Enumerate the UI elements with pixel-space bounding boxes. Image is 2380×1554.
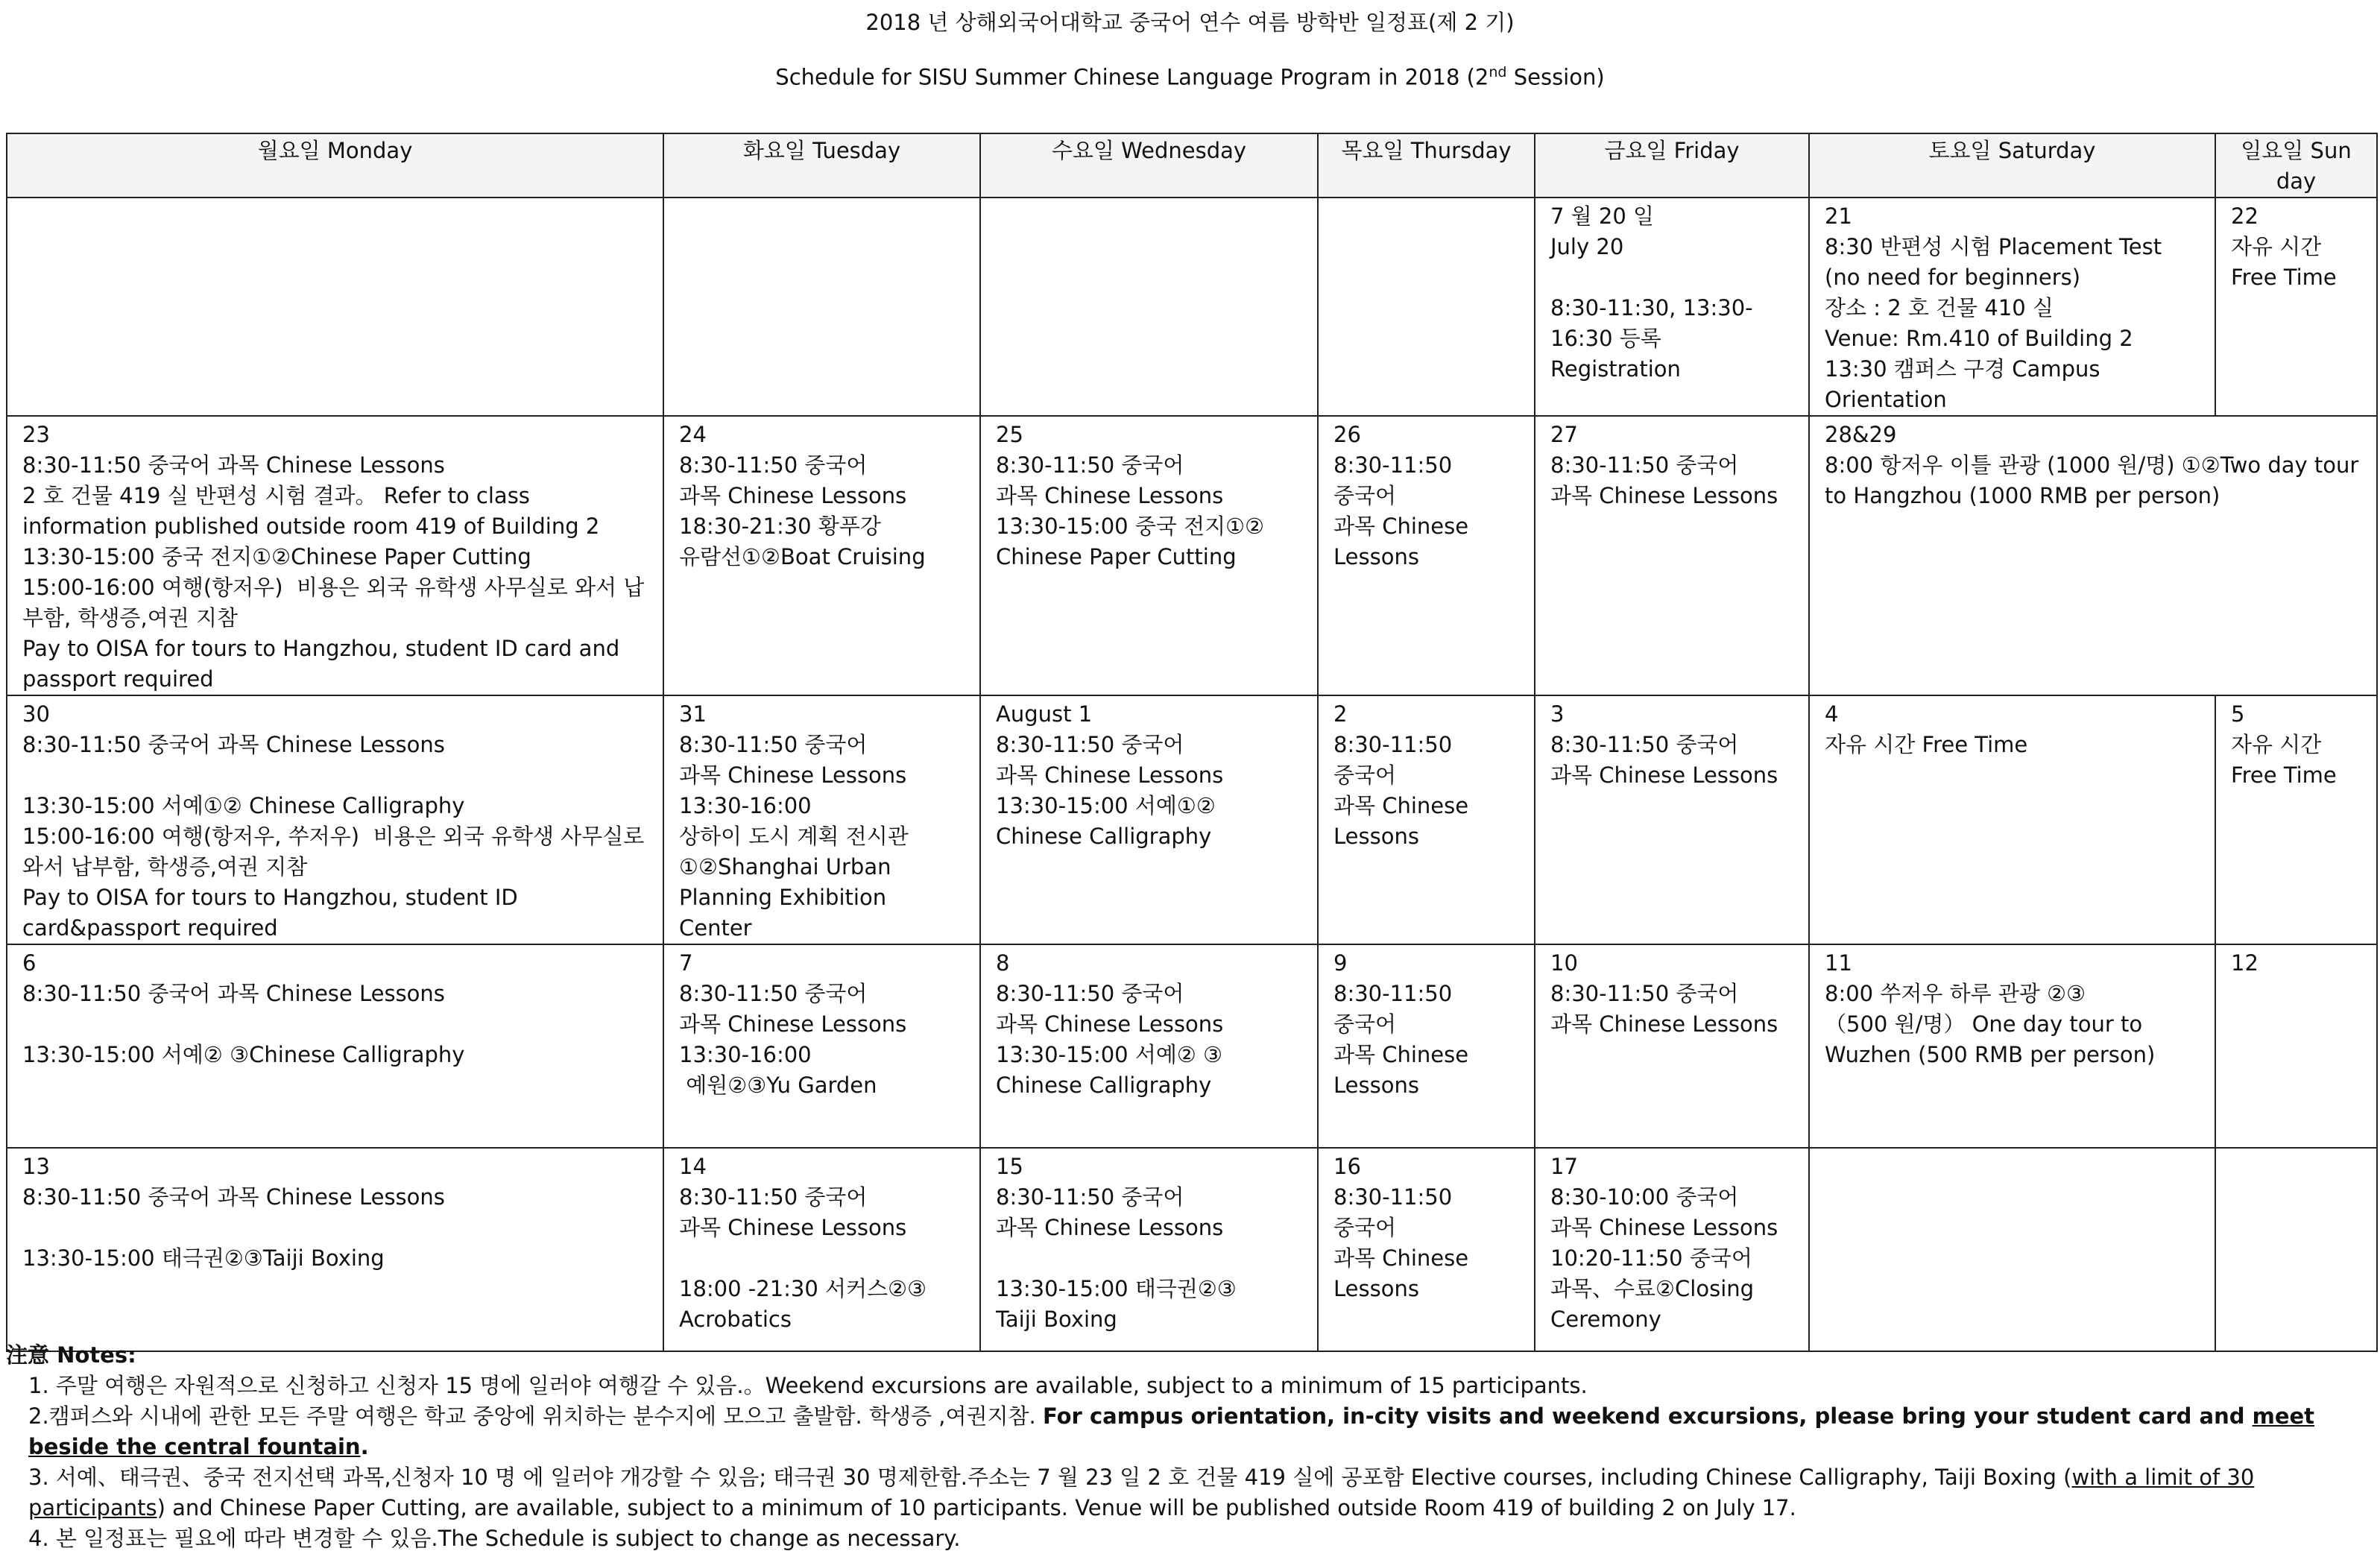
note-2-korean: 2.캠퍼스와 시내에 관한 모든 주말 여행은 학교 중앙에 위치하는 분수지에 모으고 출발함. 학생증 ,여권지참. <box>28 1403 1043 1429</box>
cell-aug1: August 1 8:30-11:50 중국어 과목 Chinese Lessons 13:30-15:00 서예①② Chinese Calligraphy <box>980 695 1318 944</box>
cell-jul25: 25 8:30-11:50 중국어 과목 Chinese Lessons 13:30-15:00 중국 전지①② Chinese Paper Cutting <box>980 416 1318 695</box>
notes-section <box>6 1340 2373 1554</box>
cell-empty <box>7 198 663 416</box>
header-friday: 금요일 Friday <box>1535 133 1809 198</box>
cell-aug11: 11 8:00 쑤저우 하루 관광 ②③ （500 원/명） One day tour to Wuzhen (500 RMB per person) <box>1809 944 2215 1148</box>
cell-aug9: 9 8:30-11:50 중국어 과목 Chinese Lessons <box>1318 944 1535 1148</box>
note-3-end: ) and Chinese Paper Cutting, are available, subject to a minimum of 10 participants. Venue will be published outside Room 419 of building 2 on July 17. <box>157 1495 1796 1520</box>
cell-aug15: 15 8:30-11:50 중국어 과목 Chinese Lessons 13:30-15:00 태극권②③ Taiji Boxing <box>980 1148 1318 1351</box>
cell-jul27: 27 8:30-11:50 중국어 과목 Chinese Lessons <box>1535 416 1809 695</box>
header-thursday: 목요일 Thursday <box>1318 133 1535 198</box>
week-row <box>7 198 2377 416</box>
cell-empty <box>980 198 1318 416</box>
cell-jul26: 26 8:30-11:50 중국어 과목 Chinese Lessons <box>1318 416 1535 695</box>
cell-aug2: 2 8:30-11:50 중국어 과목 Chinese Lessons <box>1318 695 1535 944</box>
note-3-limit: with a limit of 30 participants <box>28 1465 2255 1520</box>
cell-aug16: 16 8:30-11:50 중국어 과목 Chinese Lessons <box>1318 1148 1535 1351</box>
title-en-end: Session) <box>1506 64 1605 90</box>
note-4: 4. 본 일정표는 필요에 따라 변경할 수 있음.The Schedule is subject to change as necessary. <box>28 1526 961 1551</box>
title-en-main: Schedule for SISU Summer Chinese Language Program in 2018 (2 <box>775 64 1489 90</box>
note-2-end: . <box>360 1434 369 1459</box>
schedule-table <box>6 133 2378 1352</box>
page-title-korean: 2018 년 상해외국어대학교 중국어 연수 여름 방학반 일정표(제 2 기) <box>865 10 1515 35</box>
note-3 <box>6 1462 2373 1523</box>
header-row <box>7 133 2377 198</box>
cell-jul23: 23 8:30-11:50 중국어 과목 Chinese Lessons 2 호 건물 419 실 반편성 시험 결과。 Refer to class information published outside room 419 of Building 2 13:30-15:00 중국 전지①②Chinese Paper Cutting 15:00-16:00 여행(항저우) 비용은 외국 유학생 사무실로 와서 납부함, 학생증,여권 지참 Pay to OISA for tours to Hangzhou, student ID card and passport required <box>7 416 663 695</box>
cell-jul28-29: 28&29 8:00 항저우 이틀 관광 (1000 원/명) ①②Two day tour to Hangzhou (1000 RMB per person) <box>1809 416 2377 695</box>
note-1: 1. 주말 여행은 자원적으로 신청하고 신청자 15 명에 일러야 여행갈 수 있음.。Weekend excursions are available, subject to a minimum of 15 participants. <box>28 1373 1588 1398</box>
cell-aug8: 8 8:30-11:50 중국어 과목 Chinese Lessons 13:30-15:00 서예② ③ Chinese Calligraphy <box>980 944 1318 1148</box>
note-2-english: For campus orientation, in-city visits and weekend excursions, please bring your student card and <box>1042 1403 2253 1429</box>
note-2 <box>6 1401 2373 1462</box>
header-tuesday: 화요일 Tuesday <box>663 133 980 198</box>
cell-aug17: 17 8:30-10:00 중국어 과목 Chinese Lessons 10:20-11:50 중국어 과목、수료②Closing Ceremony <box>1535 1148 1809 1351</box>
cell-empty <box>663 198 980 416</box>
cell-empty <box>1318 198 1535 416</box>
cell-aug10: 10 8:30-11:50 중국어 과목 Chinese Lessons <box>1535 944 1809 1148</box>
week-row <box>7 944 2377 1148</box>
cell-jul30: 30 8:30-11:50 중국어 과목 Chinese Lessons 13:30-15:00 서예①② Chinese Calligraphy 15:00-16:00 여행(항저우, 쑤저우) 비용은 외국 유학생 사무실로 와서 납부함, 학생증,여권 지참 Pay to OISA for tours to Hangzhou, student ID card&passport required <box>7 695 663 944</box>
page-title-english <box>0 64 2380 90</box>
header-monday: 월요일 Monday <box>7 133 663 198</box>
cell-aug6: 6 8:30-11:50 중국어 과목 Chinese Lessons 13:30-15:00 서예② ③Chinese Calligraphy <box>7 944 663 1148</box>
cell-empty <box>1809 1148 2215 1351</box>
header-sunday: 일요일 Sun day <box>2215 133 2377 198</box>
cell-aug7: 7 8:30-11:50 중국어 과목 Chinese Lessons 13:30-16:00 예원②③Yu Garden <box>663 944 980 1148</box>
cell-jul24: 24 8:30-11:50 중국어 과목 Chinese Lessons 18:30-21:30 황푸강 유람선①②Boat Cruising <box>663 416 980 695</box>
cell-aug14: 14 8:30-11:50 중국어 과목 Chinese Lessons 18:00 -21:30 서커스②③ Acrobatics <box>663 1148 980 1351</box>
cell-aug12: 12 <box>2215 944 2377 1148</box>
header-wednesday: 수요일 Wednesday <box>980 133 1318 198</box>
cell-aug13: 13 8:30-11:50 중국어 과목 Chinese Lessons 13:30-15:00 태극권②③Taiji Boxing <box>7 1148 663 1351</box>
cell-aug4: 4 자유 시간 Free Time <box>1809 695 2215 944</box>
cell-jul22: 22 자유 시간 Free Time <box>2215 198 2377 416</box>
note-2-meeting-point: meet beside the central fountain <box>28 1403 2315 1459</box>
cell-jul21: 21 8:30 반편성 시험 Placement Test (no need for beginners) 장소 : 2 호 건물 410 실 Venue: Rm.410 of Building 2 13:30 캠퍼스 구경 Campus Orientation <box>1809 198 2215 416</box>
cell-empty <box>2215 1148 2377 1351</box>
cell-aug5: 5 자유 시간 Free Time <box>2215 695 2377 944</box>
week-row <box>7 1148 2377 1351</box>
cell-jul20: 7 월 20 일 July 20 8:30-11:30, 13:30-16:30 등록 Registration <box>1535 198 1809 416</box>
notes-heading: 注意 Notes: <box>6 1342 136 1368</box>
title-en-superscript: nd <box>1489 64 1507 80</box>
cell-aug3: 3 8:30-11:50 중국어 과목 Chinese Lessons <box>1535 695 1809 944</box>
cell-jul31: 31 8:30-11:50 중국어 과목 Chinese Lessons 13:30-16:00 상하이 도시 계획 전시관①②Shanghai Urban Planning Exhibition Center <box>663 695 980 944</box>
week-row <box>7 416 2377 695</box>
header-saturday: 토요일 Saturday <box>1809 133 2215 198</box>
note-3-main: 3. 서예、태극권、중국 전지선택 과목,신청자 10 명 에 일러야 개강할 수 있음; 태극권 30 명제한함.주소는 7 월 23 일 2 호 건물 419 실에 공포함 Elective courses, including Chinese Calligraphy, Taiji Boxing ( <box>28 1465 2072 1490</box>
week-row <box>7 695 2377 944</box>
